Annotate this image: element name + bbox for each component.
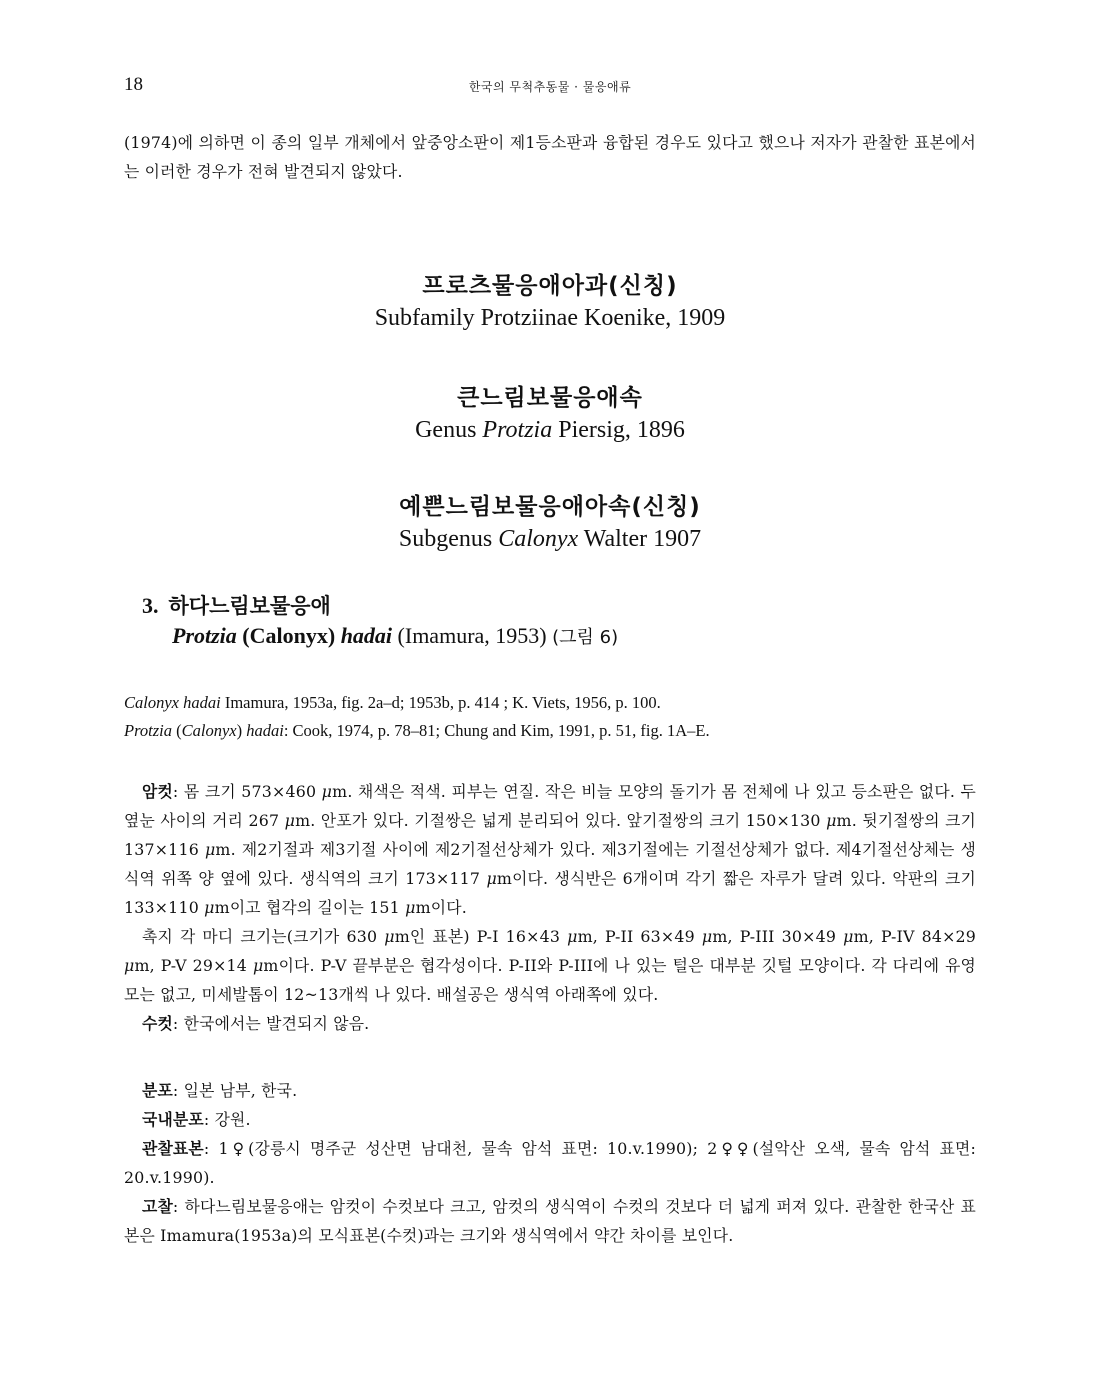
- text-run: m, P-III 30×49: [712, 927, 844, 946]
- text-run: m. 제2기절과 제3기절 사이에 제2기절선상체가 있다. 제3기절에는 기절선상체가 없다. 제4기절선상체는 생식역 위쪽 양 옆에 있다. 생식역의 크기 173×117: [124, 840, 976, 888]
- synonymy-line: [124, 717, 976, 745]
- domestic-distribution: [124, 1105, 976, 1134]
- text-run: m인 표본) P-I 16×43: [394, 927, 568, 946]
- genus-prefix: Genus: [415, 417, 483, 443]
- species-epithet: hadai: [340, 623, 393, 648]
- synonym-genus: Protzia: [124, 721, 172, 740]
- species-heading-korean: [142, 591, 976, 621]
- species-heading-latin: [172, 621, 976, 653]
- intro-paragraph: (1974)에 의하면 이 종의 일부 개체에서 앞중앙소판이 제1등소판과 융합된 경우도 있다고 했으나 저자가 관찰한 표본에서는 이러한 경우가 전혀 발견되지 않았다.: [124, 133, 976, 181]
- page-content: [124, 128, 976, 1250]
- synonymy-line: [124, 689, 976, 717]
- spacer: [124, 653, 976, 689]
- text-run: m이다. 생식반은 6개이며 각기 짧은 자루가 달려 있다. 악판의 크기 133×110: [124, 869, 976, 917]
- text-run: m. 뒷기절쌍의 크기 137×116: [124, 811, 976, 859]
- micro-symbol: μ: [405, 898, 416, 917]
- text-run: m이다. P-V 끝부분은 협각성이다. P-II와 P-III에 나 있는 털은 대부분 깃털 모양이다. 각 다리에 유영모는 없고, 미세발톱이 12~13개씩 나 있다. 배설공은 생식역 아래쪽에 있다.: [124, 956, 976, 1004]
- genus-korean-heading: 큰느림보물응애속: [457, 385, 643, 411]
- genus-latin-heading: [124, 414, 976, 446]
- synonym-epithet: hadai: [246, 721, 284, 740]
- micro-symbol: μ: [843, 927, 854, 946]
- running-head: [124, 74, 976, 98]
- spacer: [124, 186, 976, 270]
- subgenus-korean-heading: 예쁜느림보물응애아속(신칭): [399, 494, 701, 520]
- micro-symbol: μ: [384, 927, 395, 946]
- text-run: m, P-II 63×49: [577, 927, 702, 946]
- text-run: m이다.: [415, 898, 467, 917]
- subfamily-korean-heading: 프로츠물응애아과(신칭): [422, 273, 678, 299]
- text-run: : 일본 남부, 한국.: [172, 1081, 298, 1100]
- text-run: m이고 협각의 길이는 151: [214, 898, 406, 917]
- text-run: m, P-V 29×14: [134, 956, 253, 975]
- text-run: : 강원.: [203, 1110, 251, 1129]
- subgenus-author: Walter 1907: [578, 526, 702, 552]
- genus-name: Protzia: [482, 417, 553, 443]
- domestic-distribution-label: 국내분포: [142, 1110, 204, 1129]
- remarks-label: 고찰: [142, 1197, 173, 1216]
- synonym-reference: Imamura, 1953a, fig. 2a–d; 1953b, p. 414 ; K. Viets, 1956, p. 100.: [220, 693, 661, 712]
- synonym-name: Calonyx hadai: [124, 693, 221, 712]
- male-description: [124, 1009, 976, 1038]
- species-number: 3.: [142, 593, 159, 618]
- book-title: 한국의 무척추동물 · 물응애류: [468, 80, 632, 94]
- micro-symbol: μ: [252, 956, 264, 975]
- page-number: 18: [124, 74, 143, 95]
- genus-author: Piersig, 1896: [552, 417, 685, 443]
- synonym-paren-close: ): [236, 721, 247, 740]
- palp-description: [124, 922, 976, 1009]
- examined-specimens-label: 관찰표본: [142, 1139, 204, 1158]
- species-figure-ref: (그림 6): [552, 627, 619, 648]
- spacer: [124, 334, 976, 382]
- species-author: (Imamura, 1953): [392, 623, 553, 648]
- micro-symbol: μ: [486, 869, 497, 888]
- species-subgenus: (Calonyx): [242, 623, 336, 648]
- micro-symbol: μ: [701, 927, 713, 946]
- text-run: 촉지 각 마디 크기는(크기가 630: [142, 927, 385, 946]
- synonym-paren-open: (: [171, 721, 182, 740]
- micro-symbol: μ: [321, 782, 333, 801]
- remarks: [124, 1192, 976, 1250]
- text-run: m. 안포가 있다. 기절쌍은 넓게 분리되어 있다. 앞기절쌍의 크기 150×130: [295, 811, 827, 830]
- text-run: m, P-IV 84×29: [853, 927, 977, 946]
- text-run: : 한국에서는 발견되지 않음.: [172, 1014, 370, 1033]
- micro-symbol: μ: [124, 956, 135, 975]
- female-description: [124, 777, 976, 922]
- text-run: : 하다느림보물응애는 암컷이 수컷보다 크고, 암컷의 생식역이 수컷의 것보다 더 넓게 퍼져 있다. 관찰한 한국산 표본은 Imamura(1953a)의 모식표본(수컷)과는 크기와 생식역에서 약간 차이를 보인다.: [124, 1197, 976, 1245]
- subgenus-latin-heading: [124, 523, 976, 555]
- synonym-reference: : Cook, 1974, p. 78–81; Chung and Kim, 1991, p. 51, fig. 1A–E.: [283, 721, 710, 740]
- spacer: [124, 745, 976, 777]
- subfamily-latin-heading: Subfamily Protziinae Koenike, 1909: [374, 305, 726, 331]
- text-run: m. 채색은 적색. 피부는 연질. 작은 비늘 모양의 돌기가 몸 전체에 나 있고 등소판은 없다. 두 옆눈 사이의 거리 267: [124, 782, 976, 830]
- micro-symbol: μ: [284, 811, 296, 830]
- spacer: [124, 446, 976, 491]
- species-genus: Protzia: [172, 623, 237, 648]
- species-korean-name: 하다느림보물응애: [168, 594, 331, 618]
- text-run: : 1♀(강릉시 명주군 성산면 남대천, 물속 암석 표면: 10.v.1990); 2♀♀(설악산 오색, 물속 암석 표면: 20.v.1990).: [124, 1139, 976, 1187]
- micro-symbol: μ: [204, 840, 216, 859]
- distribution-label: 분포: [142, 1081, 173, 1100]
- spacer: [124, 1038, 976, 1076]
- examined-specimens: [124, 1134, 976, 1192]
- micro-symbol: μ: [826, 811, 837, 830]
- text-run: : 몸 크기 573×460: [172, 782, 322, 801]
- synonym-subgenus: Calonyx: [181, 721, 237, 740]
- male-label: 수컷: [142, 1014, 173, 1033]
- subgenus-prefix: Subgenus: [398, 526, 499, 552]
- micro-symbol: μ: [567, 927, 578, 946]
- subgenus-name: Calonyx: [498, 526, 579, 552]
- distribution: [124, 1076, 976, 1105]
- female-label: 암컷: [142, 782, 173, 801]
- spacer: [124, 555, 976, 591]
- micro-symbol: μ: [204, 898, 215, 917]
